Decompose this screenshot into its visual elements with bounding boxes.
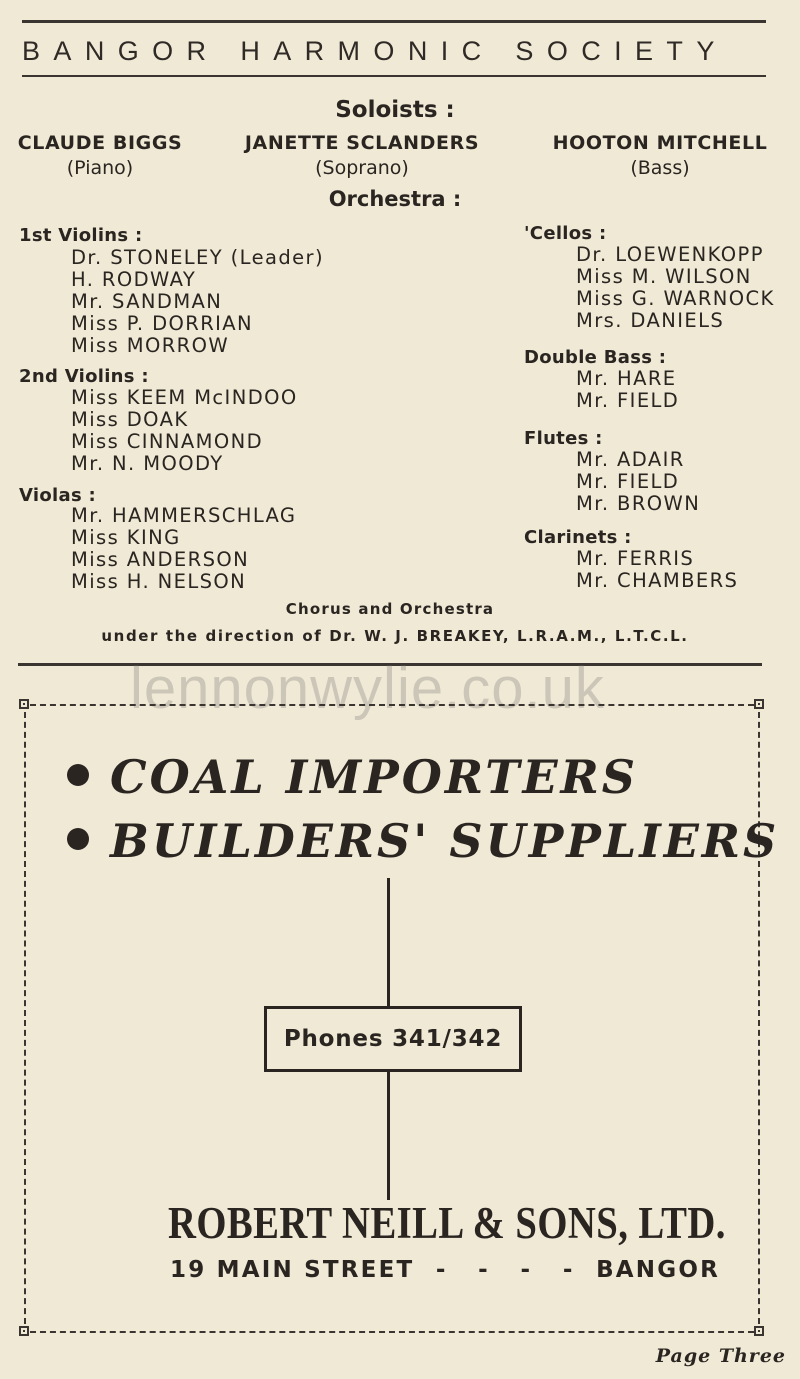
soloist-2 [232,131,492,181]
direction-line: under the direction of Dr. W. J. BREAKEY, L.R.A.M., L.T.C.L. [101,627,689,645]
ad-border-right [758,712,760,1324]
section-double-bass-title: Double Bass : [524,347,667,368]
member: Miss KING [71,526,181,549]
watermark: lennonwylie.co.uk [130,656,605,721]
section-clarinets-members [576,548,738,592]
section-second-violins-title: 2nd Violins : [19,366,149,387]
soloist-3 [545,131,775,181]
soloist-1 [10,131,190,181]
member: Mr. CHAMBERS [576,569,739,592]
society-title: BANGOR HARMONIC SOCIETY [22,36,728,66]
address-dashes: - - - - [435,1257,575,1283]
ad-border-top [30,704,754,706]
soloist-role: (Piano) [66,157,134,179]
member: Miss CINNAMOND [71,430,264,453]
member: Miss P. DORRIAN [71,312,254,335]
member: Mr. ADAIR [576,448,685,471]
address-street: 19 MAIN STREET [170,1257,415,1283]
company-address [170,1257,720,1283]
bullet-icon [67,764,89,786]
soloist-role: (Soprano) [315,157,409,179]
member: Miss DOAK [71,408,189,431]
ad-corner-ornament [754,1326,764,1336]
soloist-name: HOOTON MITCHELL [552,132,768,154]
section-cellos-members [576,244,775,332]
connector-line-bottom [387,1072,390,1200]
header-top-rule [22,20,766,23]
address-town: BANGOR [596,1257,720,1283]
section-violas-members [71,505,296,593]
member: Miss KEEM McINDOO [71,386,298,409]
member: Miss MORROW [71,334,230,357]
member: Mr. BROWN [576,492,701,515]
ad-corner-ornament [19,1326,29,1336]
member: Dr. LOEWENKOPP [576,243,764,266]
orchestra-heading: Orchestra : [328,187,462,211]
member: Dr. STONELEY (Leader) [71,246,324,269]
section-violas-title: Violas : [19,485,97,506]
ad-line-builders-suppliers: BUILDERS' SUPPLIERS [110,814,780,868]
bullet-icon [67,828,89,850]
phones-box: Phones 341/342 [264,1006,522,1072]
member: Miss H. NELSON [71,570,247,593]
member: Mr. SANDMAN [71,290,223,313]
member: Mr. HARE [576,367,677,390]
member: Miss M. WILSON [576,265,752,288]
section-cellos-title: 'Cellos : [524,223,607,244]
company-name: ROBERT NEILL & SONS, LTD. [168,1198,726,1248]
member: Miss G. WARNOCK [576,287,775,310]
chorus-line: Chorus and Orchestra [285,600,495,618]
page-number: Page Three [655,1345,786,1367]
member: Miss ANDERSON [71,548,250,571]
soloists-heading: Soloists : [335,97,455,123]
section-flutes-title: Flutes : [524,428,603,449]
member: Mr. FERRIS [576,547,695,570]
ad-border-bottom [30,1331,754,1333]
member: Mr. FIELD [576,389,680,412]
member: Mr. FIELD [576,470,680,493]
member: Mrs. DANIELS [576,309,725,332]
member: H. RODWAY [71,268,197,291]
ad-border-left [24,712,26,1324]
member: Mr. N. MOODY [71,452,224,475]
section-second-violins-members [71,387,298,475]
section-first-violins-members [71,247,324,357]
section-flutes-members [576,449,700,515]
connector-line-top [387,878,390,1006]
soloist-role: (Bass) [630,157,690,179]
ad-corner-ornament [19,699,29,709]
ad-corner-ornament [754,699,764,709]
member: Mr. HAMMERSCHLAG [71,504,297,527]
section-clarinets-title: Clarinets : [524,527,632,548]
section-first-violins-title: 1st Violins : [19,225,143,246]
soloist-name: JANETTE SCLANDERS [244,132,480,154]
section-double-bass-members [576,368,679,412]
ad-line-coal-importers: COAL IMPORTERS [110,750,638,804]
header-bottom-rule [22,75,766,77]
soloist-name: CLAUDE BIGGS [17,132,183,154]
